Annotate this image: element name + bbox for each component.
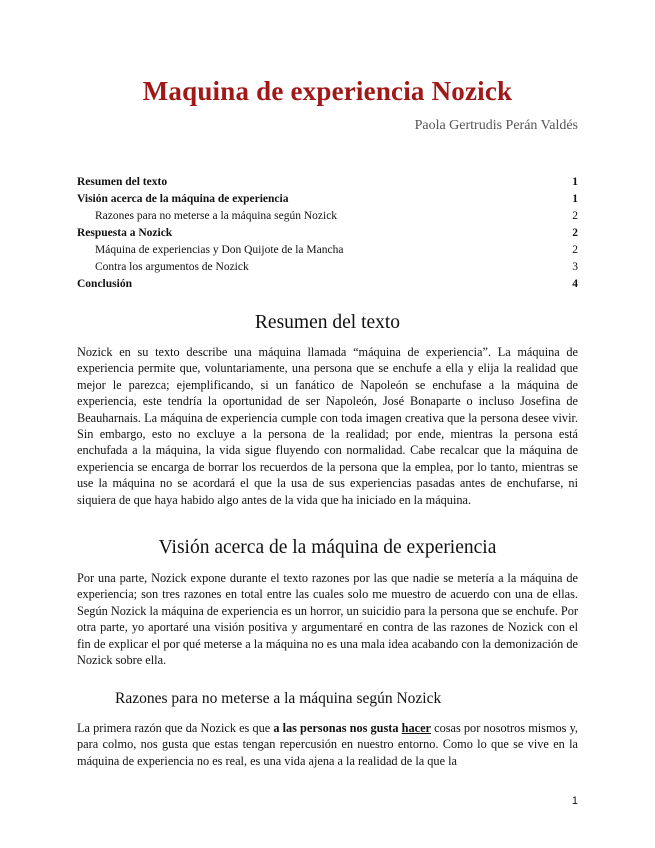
table-of-contents xyxy=(77,174,578,293)
toc-entry-label: Respuesta a Nozick xyxy=(77,227,173,239)
toc-entry[interactable] xyxy=(77,208,578,225)
toc-entry[interactable] xyxy=(77,191,578,208)
toc-entry-page: 1 xyxy=(572,176,578,188)
paragraph-text: La primera razón que da Nozick es que xyxy=(77,721,274,735)
subsection-heading-razones: Razones para no meterse a la máquina según Nozick xyxy=(115,690,442,707)
page-number: 1 xyxy=(571,795,578,807)
emphasis-text: a las personas nos gusta xyxy=(273,721,402,735)
toc-entry[interactable] xyxy=(77,225,578,242)
section-heading-resumen: Resumen del texto xyxy=(254,312,401,333)
toc-entry-page: 3 xyxy=(572,261,578,273)
toc-entry[interactable] xyxy=(77,174,578,191)
toc-entry-label: Conclusión xyxy=(77,278,132,290)
paragraph-razones xyxy=(77,720,578,769)
section-heading-vision: Visión acerca de la máquina de experiencia xyxy=(158,537,497,558)
document-author: Paola Gertrudis Perán Valdés xyxy=(414,118,578,133)
toc-entry-label: Contra los argumentos de Nozick xyxy=(95,261,249,273)
paragraph-vision: Por una parte, Nozick expone durante el texto razones por las que nadie se metería a la máquina de experiencia; son tres razones en total entre las cuales solo me muestro de acuerdo con una de ellas. Según Nozick la máquina de experiencia es un horror, un suicidio para la persona que se enchufe. Por otra parte, yo aportaré una visión positiva y argumentaré en contra de las razones de Nozick con el fin de explicar el por qué meterse a la máquina no es una mala idea acabando con la demonización de Nozick sobre ella. xyxy=(77,571,578,668)
toc-entry-page: 4 xyxy=(572,278,578,290)
toc-entry-page: 1 xyxy=(572,193,578,205)
toc-entry-label: Visión acerca de la máquina de experiencia xyxy=(77,193,289,205)
paragraph-resumen: Nozick en su texto describe una máquina llamada “máquina de experiencia”. La máquina de experiencia permite que, voluntariamente, una persona que se enchufe a ella y elija la realidad que mejor le parezca; ejemplificando, si un fanático de Napoleón se enchufase a la máquina de experiencia, este tendría la oportunidad de ser Napoleón, José Bonaparte o incluso Josefina de Beauharnais. La máquina de experiencia cumple con toda imagen creativa que la persona desee vivir. Sin embargo, esto no excluye a la persona de la realidad; por ende, mientras la persona está enchufada a la máquina, la vida sigue fluyendo con normalidad. Cabe recalcar que la máquina de experiencia se encarga de borrar los recuerdos de la persona que la emplea, por lo tanto, mientras se use la máquina no se acordará el que la usa de sus experiencias pasadas antes de enchufarse, ni siquiera de que haya habido algo antes de la vida que ha iniciado en la máquina. xyxy=(77,345,578,507)
toc-entry-label: Razones para no meterse a la máquina según Nozick xyxy=(95,210,338,222)
toc-entry-page: 2 xyxy=(572,227,578,239)
toc-entry[interactable] xyxy=(77,242,578,259)
toc-entry-page: 2 xyxy=(572,244,578,256)
paragraph-text: cosas por nosotros mismos y, para colmo, nos gusta que estas tengan repercusión en nuestro entorno. Como lo que se vive en la máquina de experiencia no es real, es una vida ajena a la realidad de la que la xyxy=(77,721,579,768)
emphasis-underlined-text: hacer xyxy=(401,721,432,735)
toc-entry-label: Resumen del texto xyxy=(77,176,168,188)
document-title: Maquina de experiencia Nozick xyxy=(142,76,513,106)
toc-entry[interactable] xyxy=(77,259,578,276)
toc-entry-label: Máquina de experiencias y Don Quijote de la Mancha xyxy=(95,244,344,256)
toc-entry-page: 2 xyxy=(572,210,578,222)
toc-entry[interactable] xyxy=(77,276,578,293)
